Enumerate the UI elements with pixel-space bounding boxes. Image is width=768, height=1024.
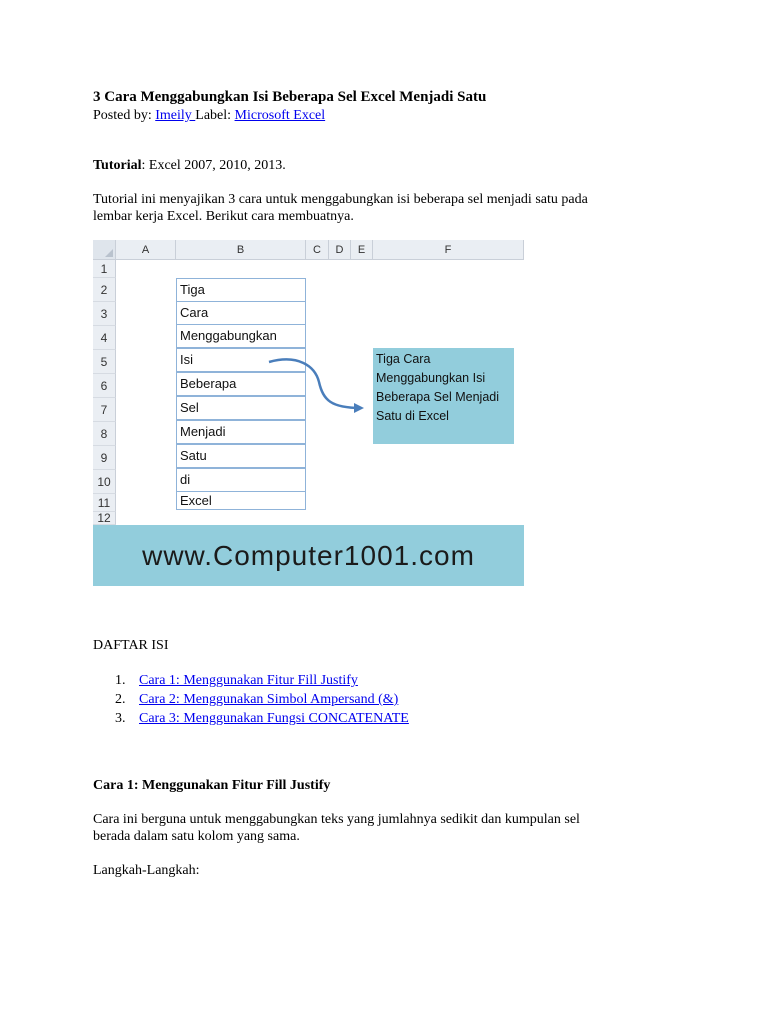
section-1-line-1: Cara ini berguna untuk menggabungkan teks yang jumlahnya sedikit dan kumpulan sel	[93, 812, 580, 827]
column-header-e: E	[351, 240, 373, 260]
cell-b9: Satu	[176, 444, 306, 468]
row-header-8: 8	[93, 422, 116, 446]
author-link[interactable]: Imeily	[155, 108, 196, 123]
cell-b5: Isi	[176, 348, 306, 372]
merge-arrow-icon	[93, 240, 524, 525]
intro-line-1: Tutorial ini menyajikan 3 cara untuk menggabungkan isi beberapa sel menjadi satu pada	[93, 192, 588, 207]
toc-item-number: 3.	[115, 711, 126, 726]
column-header-a: A	[116, 240, 176, 260]
toc-link-cara-2[interactable]: Cara 2: Menggunakan Simbol Ampersand (&)	[139, 692, 399, 707]
toc-heading: DAFTAR ISI	[93, 638, 169, 653]
toc-link-cara-1[interactable]: Cara 1: Menggunakan Fitur Fill Justify	[139, 673, 358, 688]
post-title: 3 Cara Menggabungkan Isi Beberapa Sel Excel Menjadi Satu	[93, 89, 487, 105]
row-header-9: 9	[93, 446, 116, 470]
toc-item-3	[115, 710, 409, 727]
tutorial-label: Tutorial	[93, 158, 142, 173]
cell-b4: Menggabungkan	[176, 324, 306, 348]
steps-label: Langkah-Langkah:	[93, 863, 200, 878]
column-header-c: C	[306, 240, 329, 260]
cell-b7: Sel	[176, 396, 306, 420]
cell-b10: di	[176, 468, 306, 492]
column-header-d: D	[329, 240, 351, 260]
toc-item-1	[115, 672, 358, 689]
row-header-12: 12	[93, 512, 116, 525]
row-header-3: 3	[93, 302, 116, 326]
label-prefix: Label:	[195, 108, 235, 123]
section-1-heading: Cara 1: Menggunakan Fitur Fill Justify	[93, 778, 331, 793]
toc-link-cara-3[interactable]: Cara 3: Menggunakan Fungsi CONCATENATE	[139, 711, 409, 726]
result-line-2: Menggabungkan Isi	[376, 371, 486, 385]
toc-item-2	[115, 691, 398, 708]
toc-item-number: 2.	[115, 692, 126, 707]
cell-b3: Cara	[176, 301, 306, 325]
row-header-4: 4	[93, 326, 116, 350]
row-header-1: 1	[93, 260, 116, 278]
excel-screenshot-figure	[93, 240, 524, 586]
result-line-1: Tiga Cara	[376, 352, 431, 366]
row-header-5: 5	[93, 350, 116, 374]
column-header-f: F	[373, 240, 524, 260]
cell-b2: Tiga	[176, 278, 306, 302]
row-header-7: 7	[93, 398, 116, 422]
toc-item-number: 1.	[115, 673, 126, 688]
post-meta	[93, 107, 325, 124]
result-line-3: Beberapa Sel Menjadi	[376, 390, 499, 404]
result-line-4: Satu di Excel	[376, 409, 449, 423]
row-header-2: 2	[93, 278, 116, 302]
row-header-11: 11	[93, 494, 116, 512]
cell-b6: Beberapa	[176, 372, 306, 396]
column-header-b: B	[176, 240, 306, 260]
cell-b8: Menjadi	[176, 420, 306, 444]
row-header-6: 6	[93, 374, 116, 398]
tutorial-versions: : Excel 2007, 2010, 2013.	[141, 158, 286, 173]
label-link[interactable]: Microsoft Excel	[234, 108, 326, 123]
watermark-banner: www.Computer1001.com	[93, 525, 524, 586]
tutorial-line	[93, 157, 286, 174]
section-1-line-2: berada dalam satu kolom yang sama.	[93, 829, 300, 844]
row-header-10: 10	[93, 470, 116, 494]
posted-by-label: Posted by:	[93, 108, 156, 123]
cell-b11: Excel	[176, 491, 306, 510]
intro-line-2: lembar kerja Excel. Berikut cara membuatnya.	[93, 209, 354, 224]
